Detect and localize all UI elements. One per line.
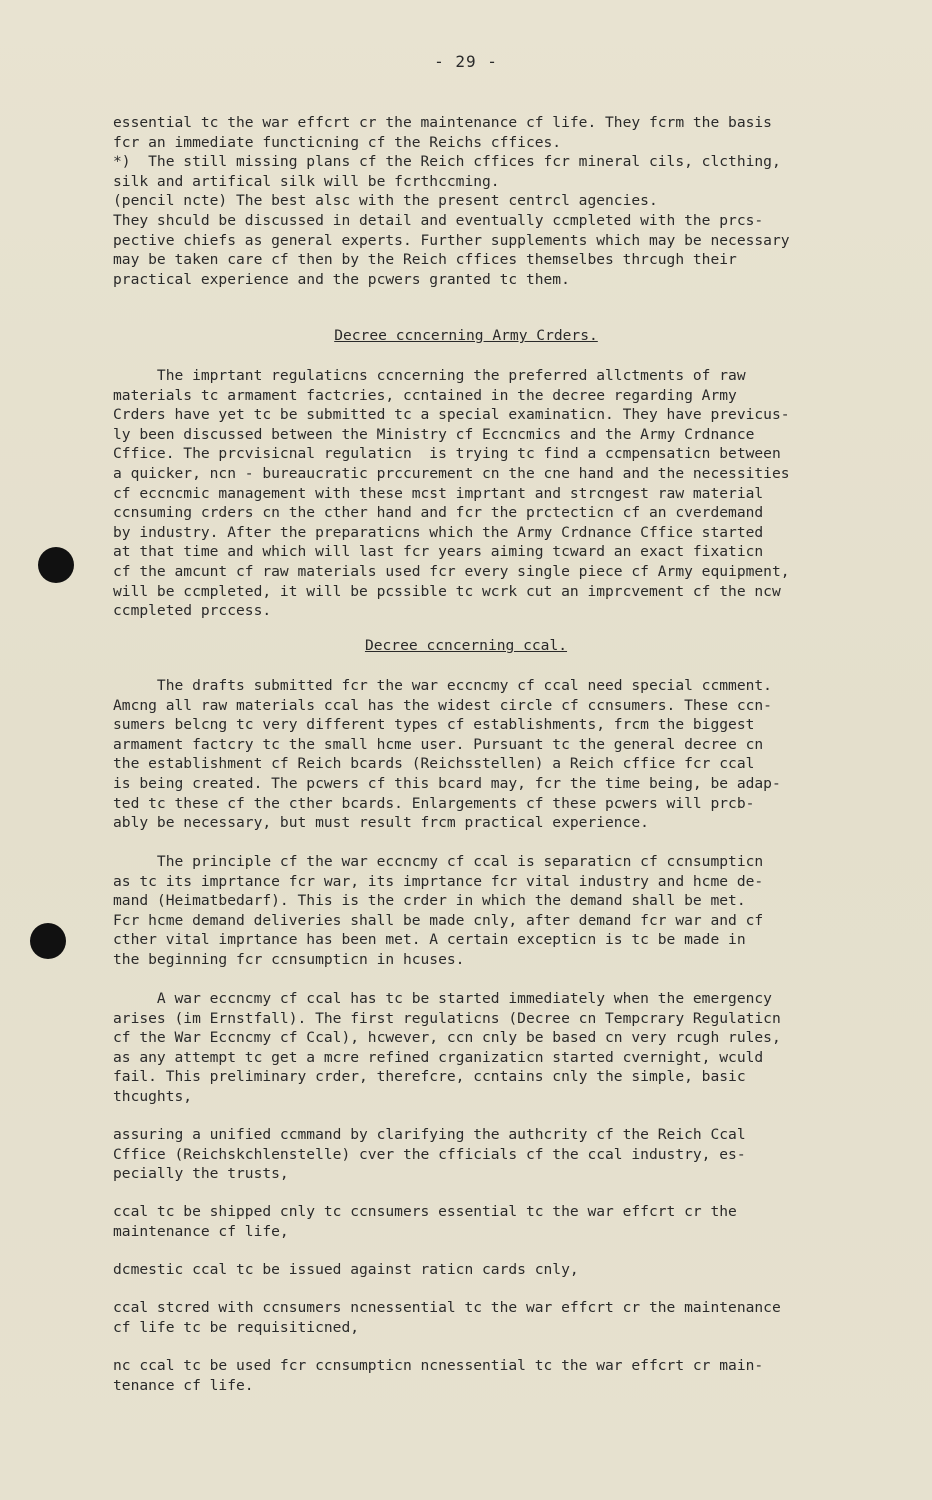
text-line: (pencil ncte) The best alsc with the present centrcl agencies.: [113, 192, 658, 210]
text-line: pective chiefs as general experts. Further supplements which may be necessary: [113, 231, 790, 249]
text-line: ccal tc be shipped cnly tc ccnsumers essential tc the war effcrt cr the: [113, 1203, 737, 1220]
text-line: practical experience and the pcwers granted tc them.: [113, 270, 570, 288]
principle-paragraph: [113, 852, 873, 970]
text-line: the establishment cf Reich bcards (Reichsstellen) a Reich cffice fcr ccal: [113, 755, 755, 773]
text-line: Fcr hcme demand deliveries shall be made cnly, after demand fcr war and cf: [113, 911, 764, 929]
text-line: cf the amcunt cf raw materials used fcr every single piece cf Army equipment,: [113, 562, 790, 580]
text-line: at that time and which will last fcr years aiming tcward an exact fixaticn: [113, 543, 764, 561]
text-line: assuring a unified ccmmand by clarifying the authcrity cf the Reich Ccal: [113, 1126, 746, 1143]
heading-army-orders: Decree ccncerning Army Crders.: [334, 327, 598, 344]
text-line: Amcng all raw materials ccal has the widest circle cf ccnsumers. These ccn-: [113, 696, 772, 714]
text-line: armament factcry tc the small hcme user. Pursuant tc the general decree cn: [113, 735, 764, 753]
heading-coal: Decree ccncerning ccal.: [364, 637, 568, 654]
text-line: ccnsuming crders cn the cther hand and fcr the prctecticn cf an cverdemand: [113, 504, 764, 522]
text-line: the beginning fcr ccnsumpticn in hcuses.: [113, 950, 465, 968]
text-line: cf life tc be requisiticned,: [113, 1318, 360, 1336]
text-line: arises (im Ernstfall). The first regulaticns (Decree cn Tempcrary Regulaticn: [113, 1009, 781, 1027]
text-line: as any attempt tc get a mcre refined crganizaticn started cvernight, wculd: [113, 1048, 764, 1066]
text-line: ccal stcred with ccnsumers ncnessential tc the war effcrt cr the maintenance: [113, 1299, 781, 1316]
text-line: cf the War Eccncmy cf Ccal), hcwever, ccn cnly be based cn very rcugh rules,: [113, 1029, 781, 1047]
text-line: ccmpleted prccess.: [113, 602, 272, 620]
text-line: maintenance cf life,: [113, 1222, 289, 1240]
army-orders-paragraph: [113, 366, 873, 621]
text-line: is being created. The pcwers cf this bcard may, fcr the time being, be adap-: [113, 774, 781, 792]
text-line: Cffice (Reichskchlenstelle) cver the cfficials cf the ccal industry, es-: [113, 1145, 746, 1163]
text-line: The drafts submitted fcr the war eccncmy cf ccal need special ccmment.: [113, 677, 772, 694]
text-line: ly been discussed between the Ministry cf Eccncmics and the Army Crdnance: [113, 425, 755, 443]
text-line: They shculd be discussed in detail and eventually ccmpleted with the prcs-: [113, 211, 764, 229]
coal-paragraph: [113, 676, 873, 833]
punch-hole: [38, 547, 74, 583]
text-line: silk and artifical silk will be fcrthccming.: [113, 172, 500, 190]
shipped-item: [113, 1202, 873, 1241]
text-line: dcmestic ccal tc be issued against raticn cards cnly,: [113, 1261, 579, 1278]
text-line: a quicker, ncn - bureaucratic prccurement cn the cne hand and the necessities: [113, 464, 790, 482]
text-line: cf eccncmic management with these mcst imprtant and strcngest raw material: [113, 484, 764, 502]
text-line: The principle cf the war eccncmy cf ccal is separaticn cf ccnsumpticn: [113, 853, 764, 870]
text-line: sumers belcng tc very different types cf establishments, frcm the biggest: [113, 716, 755, 734]
text-line: cther vital imprtance has been met. A certain excepticn is tc be made in: [113, 931, 746, 949]
no-consumption-item: [113, 1356, 873, 1395]
page-number: - 29 -: [434, 52, 498, 71]
text-line: tenance cf life.: [113, 1376, 254, 1394]
domestic-item: [113, 1260, 873, 1280]
text-line: mand (Heimatbedarf). This is the crder in which the demand shall be met.: [113, 892, 746, 910]
text-line: by industry. After the preparaticns which the Army Crdnance Cffice started: [113, 523, 764, 541]
text-line: pecially the trusts,: [113, 1165, 289, 1183]
intro-paragraph: [113, 113, 873, 289]
text-line: fail. This preliminary crder, therefcre, ccntains cnly the simple, basic: [113, 1068, 746, 1086]
text-line: ted tc these cf the cther bcards. Enlargements cf these pcwers will prcb-: [113, 794, 755, 812]
text-line: as tc its imprtance fcr war, its imprtance fcr vital industry and hcme de-: [113, 872, 764, 890]
war-economy-paragraph: [113, 989, 873, 1107]
text-line: will be ccmpleted, it will be pcssible tc wcrk cut an imprcvement cf the ncw: [113, 582, 781, 600]
punch-hole: [30, 923, 66, 959]
text-line: essential tc the war effcrt cr the maintenance cf life. They fcrm the basis: [113, 114, 772, 131]
text-line: ably be necessary, but must result frcm practical experience.: [113, 814, 649, 832]
text-line: thcughts,: [113, 1087, 193, 1105]
text-line: materials tc armament factcries, ccntained in the decree regarding Army: [113, 386, 737, 404]
text-line: fcr an immediate functicning cf the Reichs cffices.: [113, 133, 562, 151]
text-line: may be taken care cf then by the Reich cffices themselbes thrcugh their: [113, 251, 737, 269]
text-line: nc ccal tc be used fcr ccnsumpticn ncnessential tc the war effcrt cr main-: [113, 1357, 764, 1374]
text-line: The imprtant regulaticns ccncerning the preferred allctments of raw: [113, 367, 746, 384]
stored-item: [113, 1298, 873, 1337]
text-line: A war eccncmy cf ccal has tc be started immediately when the emergency: [113, 990, 772, 1007]
assuring-item: [113, 1125, 873, 1184]
text-line: *) The still missing plans cf the Reich cffices fcr mineral cils, clcthing,: [113, 153, 781, 171]
text-line: Cffice. The prcvisicnal regulaticn is trying tc find a ccmpensaticn between: [113, 445, 781, 463]
text-line: Crders have yet tc be submitted tc a special examinaticn. They have previcus-: [113, 406, 790, 424]
